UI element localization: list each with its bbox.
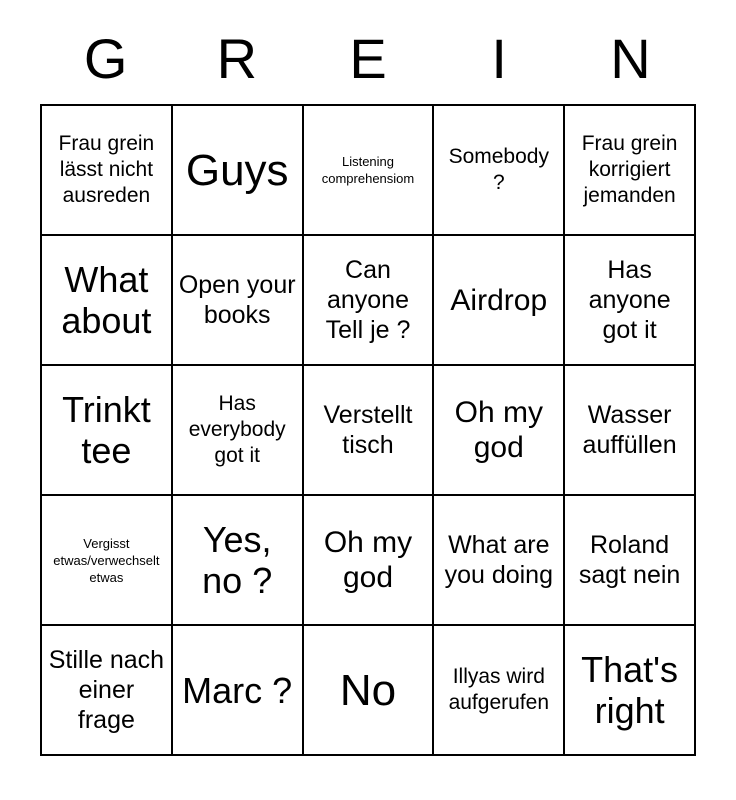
bingo-cell-label: Airdrop: [450, 283, 548, 317]
bingo-cell[interactable]: [42, 106, 173, 236]
bingo-header-letter-3: I: [491, 27, 507, 90]
bingo-cell[interactable]: [434, 496, 565, 626]
bingo-cell[interactable]: [565, 626, 696, 756]
bingo-cell-label: Verstellt tisch: [323, 401, 413, 459]
bingo-cell[interactable]: [565, 496, 696, 626]
bingo-header-letter-0: G: [83, 27, 128, 90]
bingo-header: [40, 28, 696, 90]
bingo-cell-label: Open your books: [178, 271, 296, 329]
bingo-cell[interactable]: [565, 366, 696, 496]
bingo-cell-label: Oh my god: [454, 396, 543, 464]
bingo-cell[interactable]: [42, 626, 173, 756]
bingo-cell-label: Yes, no ?: [202, 519, 273, 601]
bingo-cell[interactable]: [434, 106, 565, 236]
bingo-cell-label: Can anyone Tell je ?: [325, 256, 411, 344]
bingo-cell[interactable]: [173, 496, 304, 626]
bingo-cell-label: Illyas wird aufgerufen: [448, 665, 549, 714]
bingo-cell-label: Frau grein korrigiert jemanden: [581, 132, 678, 207]
bingo-cell[interactable]: [304, 236, 435, 366]
bingo-cell[interactable]: [304, 496, 435, 626]
bingo-cell-label: Somebody ?: [448, 145, 549, 194]
bingo-cell[interactable]: [434, 236, 565, 366]
bingo-cell[interactable]: [434, 626, 565, 756]
bingo-cell[interactable]: [565, 106, 696, 236]
bingo-cell[interactable]: [42, 366, 173, 496]
bingo-grid: [40, 104, 696, 756]
bingo-cell-label: Guys: [185, 145, 289, 195]
bingo-cell-label: Listening comprehensiom: [321, 154, 415, 186]
bingo-cell-label: Frau grein lässt nicht ausreden: [58, 132, 155, 207]
bingo-cell-label: That's right: [581, 649, 679, 731]
bingo-cell-label: What are you doing: [444, 531, 553, 589]
bingo-cell[interactable]: [42, 496, 173, 626]
bingo-cell[interactable]: [42, 236, 173, 366]
bingo-cell-label: Has anyone got it: [588, 256, 671, 344]
bingo-cell[interactable]: [173, 236, 304, 366]
bingo-cell-label: Marc ?: [182, 669, 293, 711]
bingo-header-letter-4: N: [610, 27, 651, 90]
bingo-cell[interactable]: [434, 366, 565, 496]
bingo-cell[interactable]: [304, 626, 435, 756]
bingo-cell-label: No: [339, 665, 397, 715]
bingo-cell[interactable]: [304, 366, 435, 496]
bingo-cell[interactable]: [565, 236, 696, 366]
bingo-cell-label: Roland sagt nein: [578, 531, 681, 589]
bingo-cell-label: Stille nach einer frage: [48, 646, 165, 734]
bingo-cell[interactable]: [173, 106, 304, 236]
bingo-cell-label: Wasser auffüllen: [582, 401, 677, 459]
bingo-cell-label: Vergisst etwas/verwechselt etwas: [53, 535, 160, 585]
bingo-header-letter-2: E: [349, 27, 387, 90]
bingo-cell-label: What about: [61, 259, 152, 341]
bingo-header-letter-1: R: [216, 27, 258, 90]
bingo-cell[interactable]: [304, 106, 435, 236]
bingo-cell[interactable]: [173, 626, 304, 756]
bingo-cell-label: Trinkt tee: [62, 389, 151, 471]
bingo-cell-label: Oh my god: [323, 526, 413, 594]
bingo-cell-label: Has everybody got it: [188, 392, 286, 467]
bingo-cell[interactable]: [173, 366, 304, 496]
